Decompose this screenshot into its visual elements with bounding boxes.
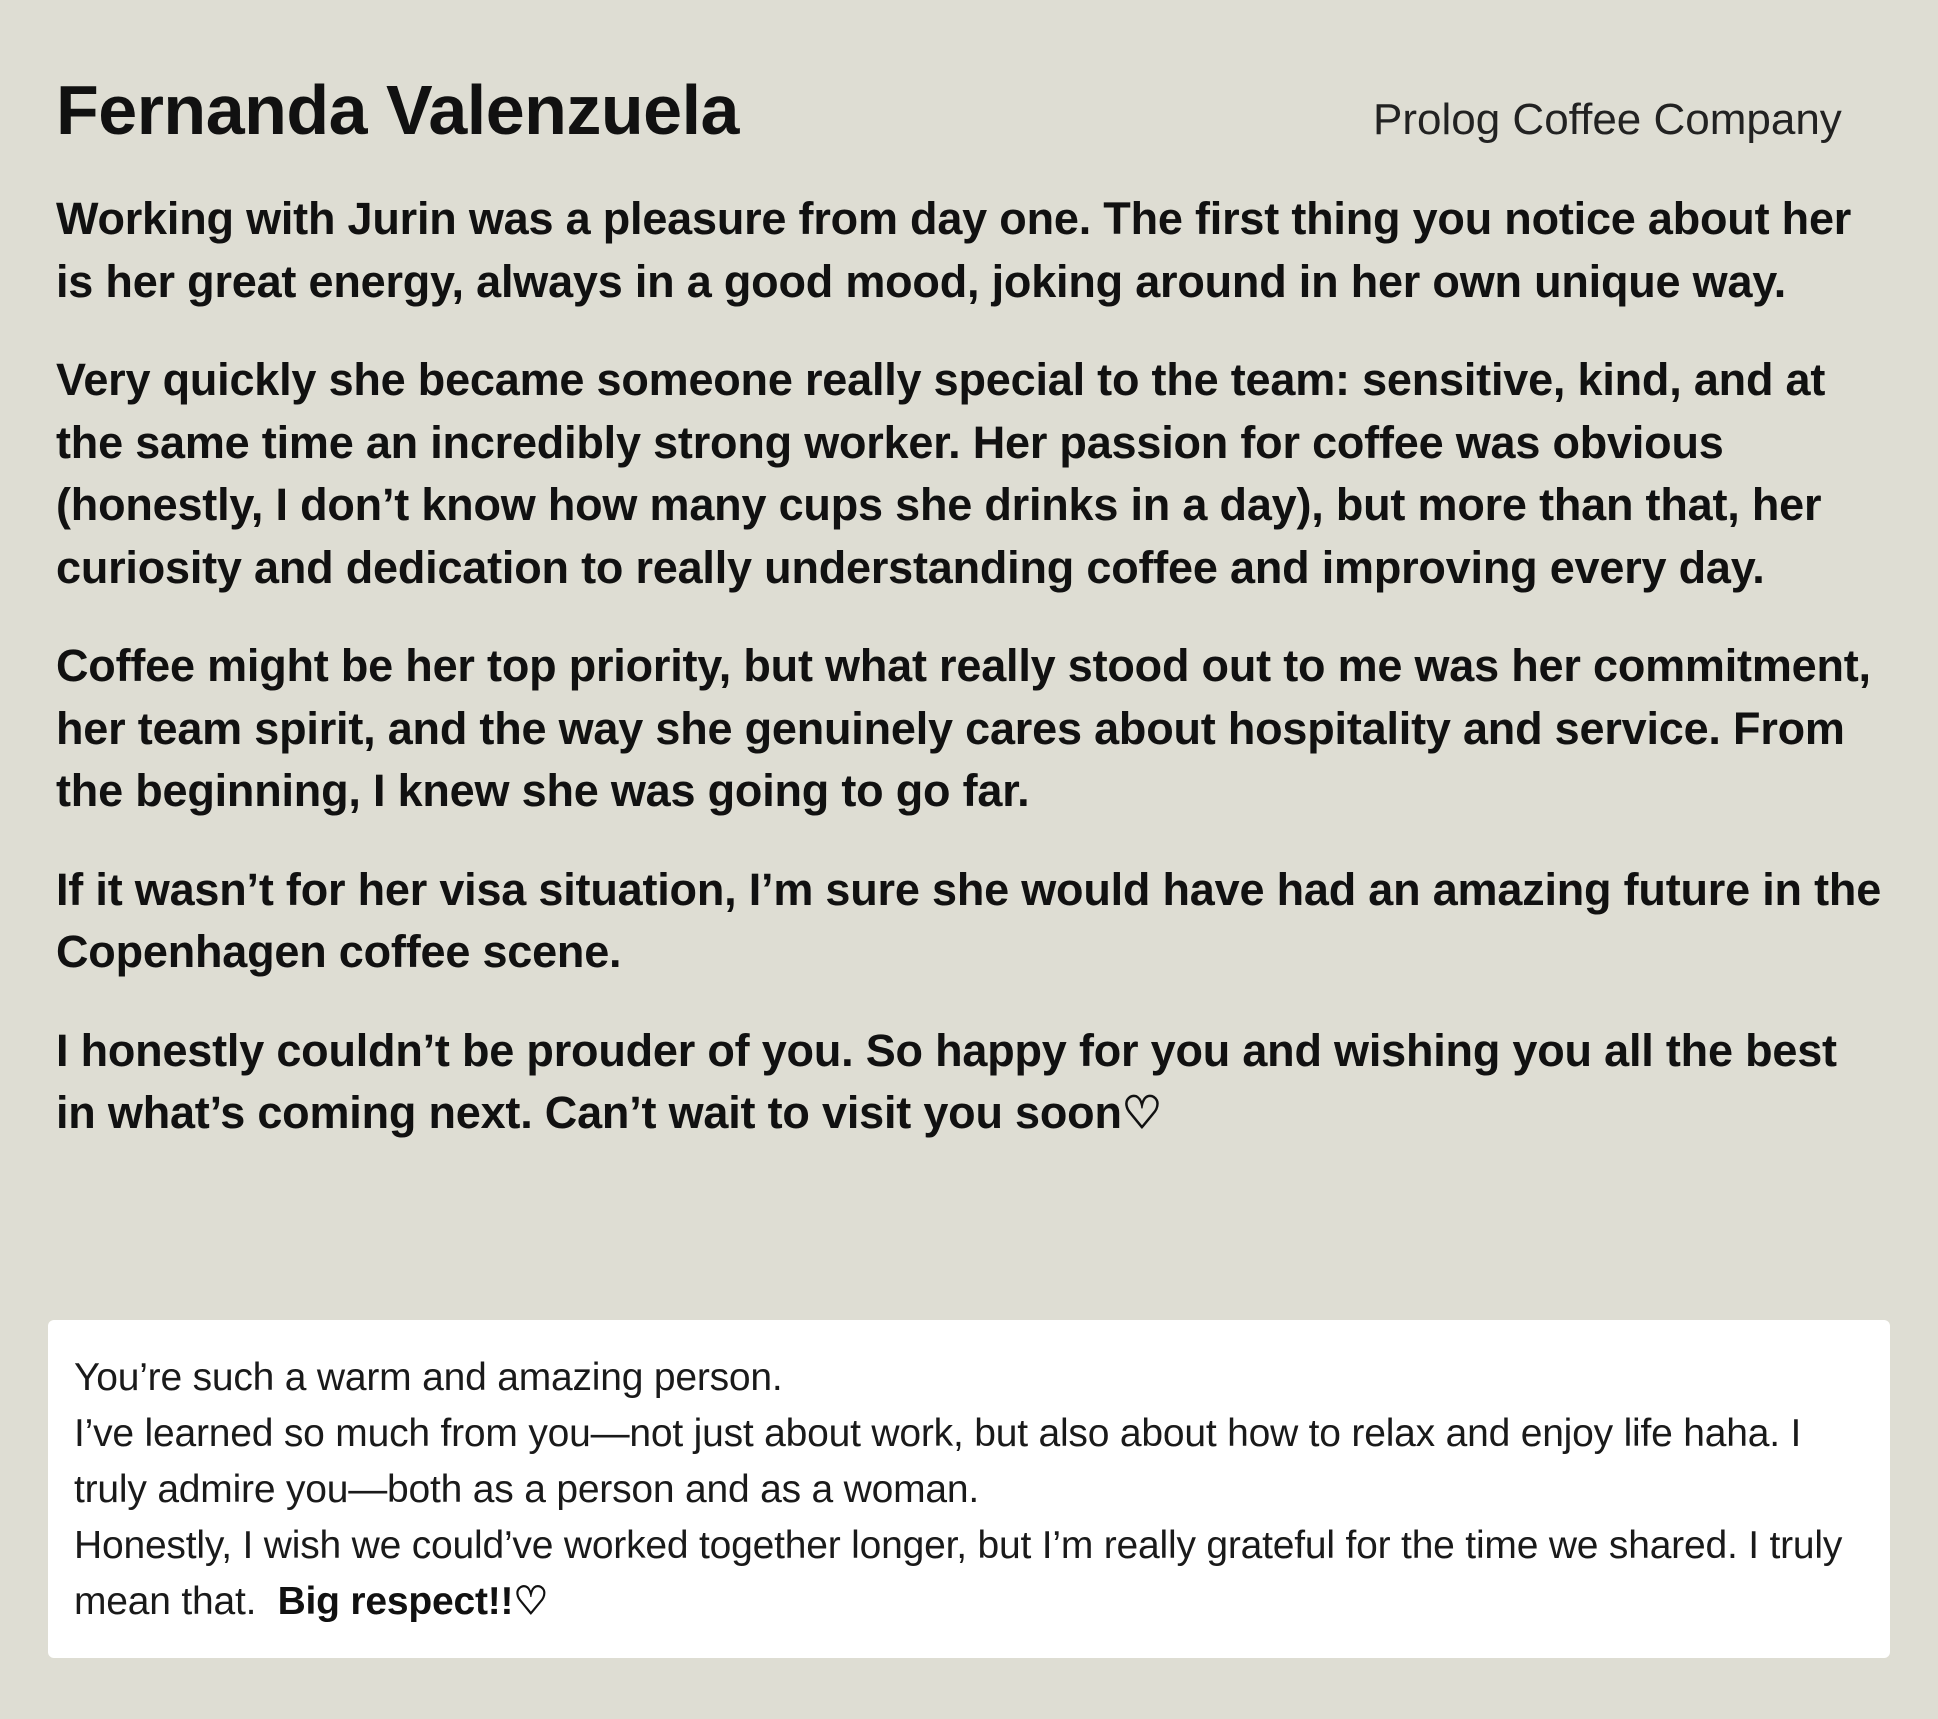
testimonial-paragraph: If it wasn’t for her visa situation, I’m sure she would have had an amazing future in the Copenhagen coffee scene. — [56, 863, 1882, 977]
personal-note-card — [48, 1320, 1890, 1658]
note-emphasis: Big respect!!♡ — [277, 1580, 549, 1623]
testimonial-paragraph: Coffee might be her top priority, but what really stood out to me was her commitment, her team spirit, and the way she genuinely cares about hospitality and service. From the beginning, I knew she was going to go far. — [56, 640, 1871, 816]
testimonial-header — [56, 0, 1882, 150]
note-line: I’ve learned so much from you—not just about work, but also about how to relax and enjoy life haha. I truly admire you—both as a person and as a woman. — [74, 1412, 1802, 1511]
testimonial-body — [56, 188, 1886, 1145]
author-name: Fernanda Valenzuela — [56, 71, 739, 149]
testimonial-paragraph: I honestly couldn’t be prouder of you. So happy for you and wishing you all the best in what’s coming next. Can’t wait to visit you soon♡ — [56, 1024, 1837, 1138]
company-name: Prolog Coffee Company — [1373, 95, 1842, 144]
note-text: Honestly, I wish we could’ve worked together longer, but I’m really grateful for the time we shared. I truly mean that. — [74, 1524, 1843, 1623]
note-line — [74, 1518, 1864, 1630]
testimonial-paragraph: Working with Jurin was a pleasure from day one. The first thing you notice about her is her great energy, always in a good mood, joking around in her own unique way. — [56, 193, 1852, 307]
testimonial-paragraph: Very quickly she became someone really special to the team: sensitive, kind, and at the same time an incredibly strong worker. Her passion for coffee was obvious (honestly, I don’t know how many cups she drinks in a day), but more than that, her curiosity and dedication to really understanding coffee and improving every day. — [56, 354, 1826, 593]
note-line: You’re such a warm and amazing person. — [74, 1356, 783, 1399]
